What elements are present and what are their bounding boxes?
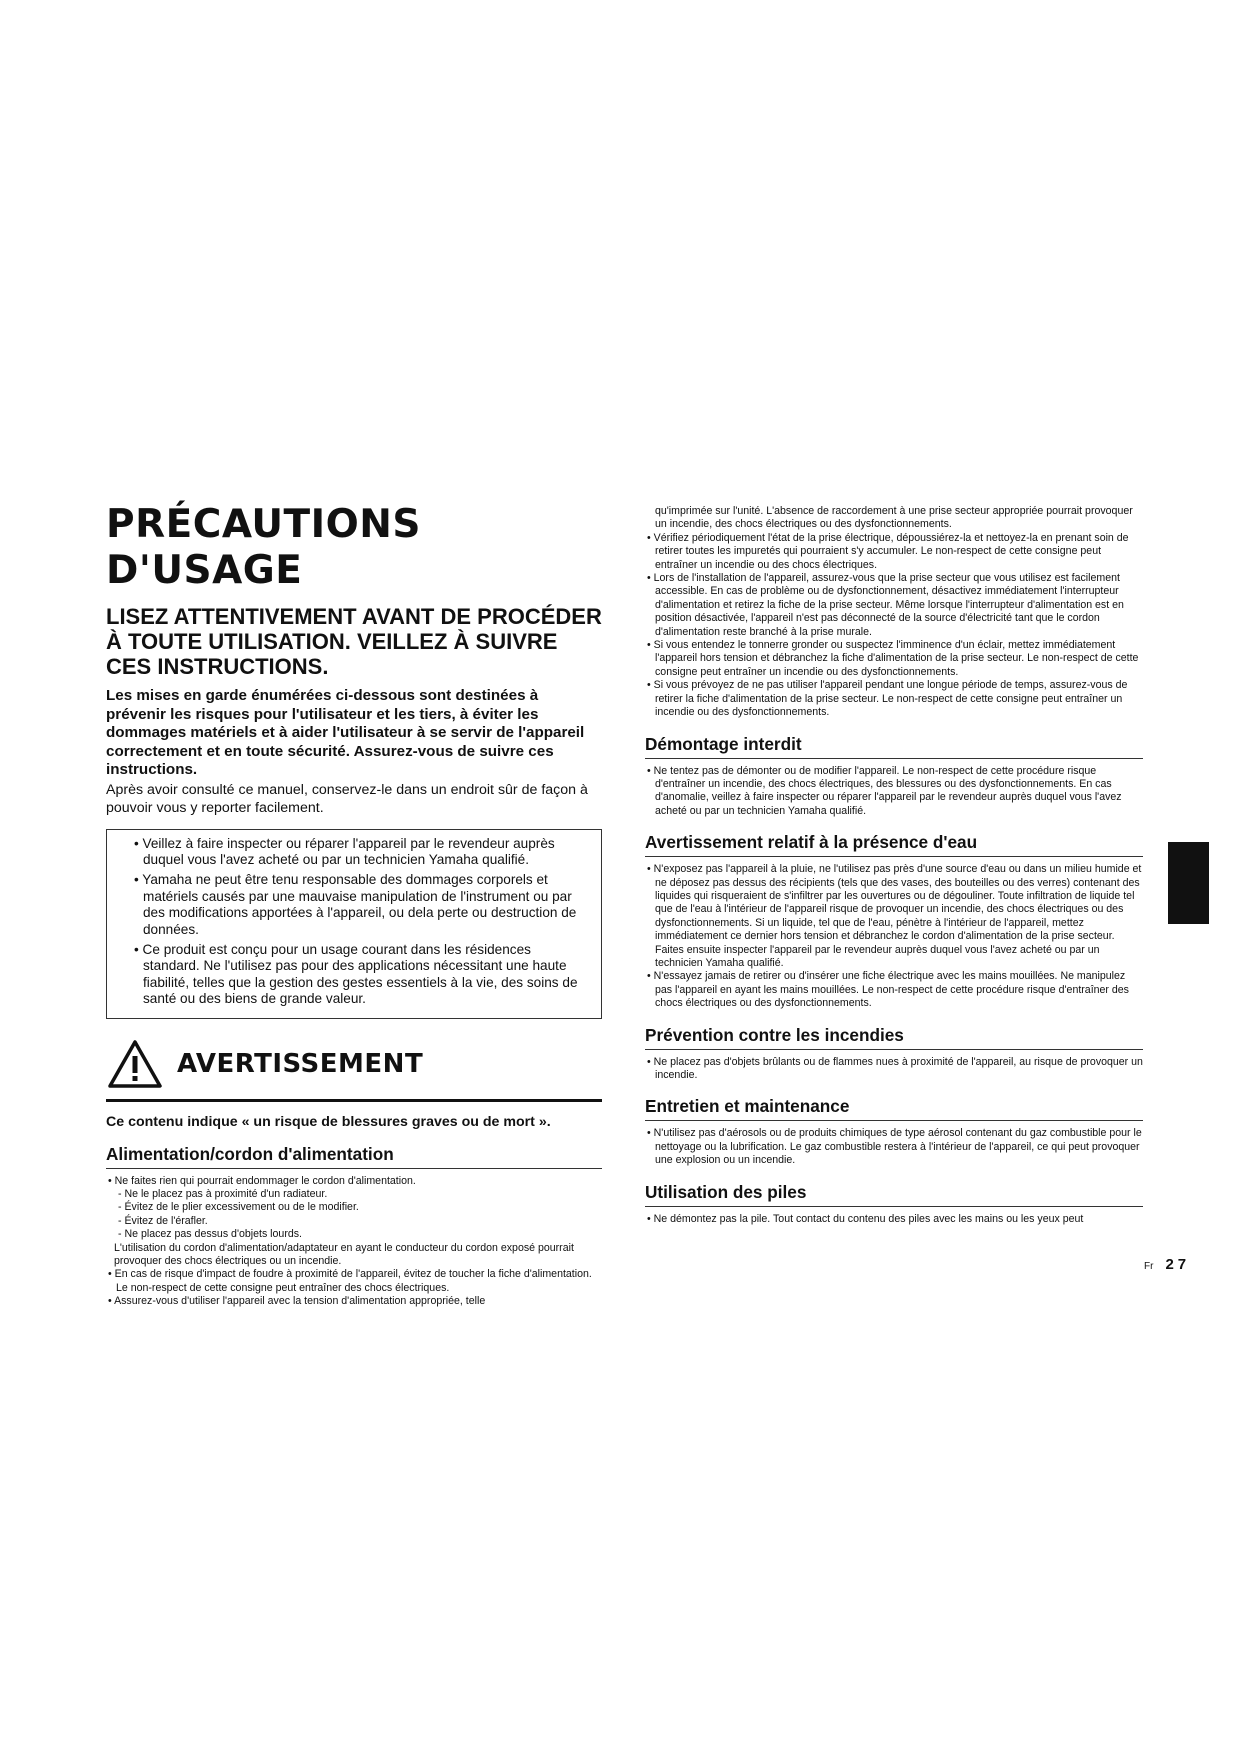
section-list: [106, 1175, 602, 1309]
page-title: PRÉCAUTIONS D'USAGE: [106, 502, 422, 593]
page-footer: [1144, 1256, 1190, 1273]
section-list: [645, 1056, 1143, 1083]
intro-bold-paragraph: Les mises en garde énumérées ci-dessous sont destinées à prévenir les risques pour l'utilisateur et les tiers, à éviter les dommages matériels et à aider l'utilisateur à se servir de l'appareil correctement et en toute sécurité. Assurez-vous de suivre ces instructions.: [106, 687, 585, 778]
side-tab-marker: [1168, 842, 1209, 924]
list-item: L'utilisation du cordon d'alimentation/adaptateur en ayant le conducteur du cordon exposé pourrait provoquer des chocs électriques ou un incendie.: [114, 1241, 574, 1267]
list-item: - Évitez de l'érafler.: [118, 1214, 208, 1227]
warning-title: AVERTISSEMENT: [177, 1048, 424, 1079]
section-heading: Entretien et maintenance: [645, 1096, 1143, 1121]
right-column: [645, 505, 1143, 1226]
list-item: • Si vous prévoyez de ne pas utiliser l'appareil pendant une longue période de temps, assurez-vous de retirer la fiche d'alimentation de la prise secteur. Le non-respect de cette consigne peut entraîner un incendie ou des dysfonctionnements.: [647, 679, 1128, 719]
list-item: • N'essayez jamais de retirer ou d'insérer une fiche électrique avec les mains mouillées. Ne manipulez pas l'appareil en ayant les mains mouillées. Le non-respect de cette procédure risque d'entraîner des chocs électriques ou des dysfonctionnements.: [647, 970, 1129, 1010]
list-item: • Ne placez pas d'objets brûlants ou de flammes nues à proximité de l'appareil, au risque de provoquer un incendie.: [647, 1055, 1143, 1081]
left-column: [106, 502, 602, 1309]
intro-paragraph: Après avoir consulté ce manuel, conservez-le dans un endroit sûr de façon à pouvoir vous y reporter facilement.: [106, 781, 588, 816]
list-item: • Ne faites rien qui pourrait endommager le cordon d'alimentation.: [108, 1174, 416, 1187]
warning-triangle-icon: [107, 1039, 163, 1089]
list-item: • Vérifiez périodiquement l'état de la prise électrique, dépoussiérez-la et nettoyez-la en prenant soin de retirer toutes les impuretés qui pourraient s'y accumuler. Le non-respect de cette consigne peut entraîner un incendie ou des chocs électriques.: [647, 531, 1129, 571]
notice-item: • Ce produit est conçu pour un usage courant dans les résidences standard. Ne l'utilisez pas pour des applications nécessitant une haute fiabilité, telles que la gestion des gestes essentiels à la vie, des soins de santé ou des biens de grande valeur.: [134, 941, 578, 1007]
list-item: - Évitez de le plier excessivement ou de le modifier.: [118, 1201, 359, 1214]
section-list: [645, 863, 1143, 1010]
list-item: • Ne démontez pas la pile. Tout contact du contenu des piles avec les mains ou les yeux peut: [647, 1212, 1084, 1225]
page-language: Fr: [1144, 1261, 1154, 1272]
list-item: • Assurez-vous d'utiliser l'appareil avec la tension d'alimentation appropriée, telle: [108, 1295, 486, 1308]
list-item: • Si vous entendez le tonnerre gronder ou suspectez l'imminence d'un éclair, mettez immédiatement l'appareil hors tension et débranchez la fiche d'alimentation de la prise secteur. Le non-respect de cette consigne peut entraîner un incendie ou des dysfonctionnements.: [647, 639, 1139, 678]
section-heading: Prévention contre les incendies: [645, 1025, 1143, 1050]
list-item: • Ne tentez pas de démonter ou de modifier l'appareil. Le non-respect de cette procédure risque d'entraîner un incendie, des chocs électriques, des blessures ou des dysfonctionnements. En cas d'anomalie, veillez à faire inspecter ou réparer l'appareil par le revendeur auprès duquel vous l'avez acheté ou par un technicien Yamaha qualifié.: [647, 764, 1122, 817]
section-list: [645, 1213, 1143, 1226]
continuation-list: [645, 505, 1143, 720]
notice-item: • Veillez à faire inspecter ou réparer l'appareil par le revendeur auprès duquel vous l'avez acheté ou par un technicien Yamaha qualifié.: [134, 835, 555, 867]
page-number: 27: [1165, 1256, 1191, 1273]
section-list: [645, 1127, 1143, 1167]
section-list: [645, 765, 1143, 819]
list-item: - Ne le placez pas à proximité d'un radiateur.: [118, 1187, 328, 1200]
list-item: • N'exposez pas l'appareil à la pluie, ne l'utilisez pas près d'une source d'eau ou dans un milieu humide et ne déposez pas dessus des récipients (tels que des vases, des bouteilles ou des verres) contenant des liquides qui risqueraient de s'infiltrer par les ouvertures ou de dégouliner. Toute infiltration de liquide tel que de l'eau à l'intérieur de l'appareil risque de provoquer un incendie, des chocs électriques ou des dysfonctionnements. Si un liquide, tel que de l'eau, pénètre à l'intérieur de l'appareil, mettez immédiatement ce dernier hors tension et débranchez le cordon d'alimentation de la prise secteur. Faites ensuite inspecter l'appareil par le revendeur auprès duquel vous l'avez acheté ou par un technicien Yamaha qualifié.: [647, 863, 1142, 969]
list-item: • N'utilisez pas d'aérosols ou de produits chimiques de type aérosol contenant du gaz combustible pour le nettoyage ou la lubrification. Le gaz combustible restera à l'intérieur de l'appareil, ce qui peut provoquer une explosion ou un incendie.: [647, 1127, 1142, 1167]
notice-box: [106, 829, 602, 1019]
list-item: - Ne placez pas dessus d'objets lourds.: [118, 1228, 302, 1241]
page-subtitle: LISEZ ATTENTIVEMENT AVANT DE PROCÉDER À TOUTE UTILISATION. VEILLEZ À SUIVRE CES INSTRUCTIONS.: [106, 604, 602, 679]
list-item: • En cas de risque d'impact de foudre à proximité de l'appareil, évitez de toucher la fiche d'alimentation. Le non-respect de cette consigne peut entraîner des chocs électriques.: [108, 1268, 592, 1294]
section-heading: Alimentation/cordon d'alimentation: [106, 1144, 602, 1169]
notice-item: • Yamaha ne peut être tenu responsable des dommages corporels et matériels causés par une mauvaise manipulation de l'instrument ou par des modifications apportées à l'appareil, ou dela perte ou destruction de données.: [134, 872, 577, 937]
list-item: • Lors de l'installation de l'appareil, assurez-vous que la prise secteur que vous utilisez est facilement accessible. En cas de problème ou de dysfonctionnement, désactivez immédiatement l'interrupteur d'alimentation et retirez la fiche de la prise secteur. Même lorsque l'interrupteur d'alimentation est en position désactivée, l'appareil n'est pas déconnecté de la source d'électricité tant que le cordon d'alimentation reste branché à la prise murale.: [647, 572, 1124, 638]
list-item: qu'imprimée sur l'unité. L'absence de raccordement à une prise secteur appropriée pourrait provoquer un incendie, des chocs électriques ou des dysfonctionnements.: [655, 505, 1133, 531]
section-heading: Avertissement relatif à la présence d'eau: [645, 832, 1143, 857]
warning-description: Ce contenu indique « un risque de blessures graves ou de mort ».: [106, 1113, 551, 1130]
warning-header: [106, 1039, 602, 1102]
section-heading: Démontage interdit: [645, 734, 1143, 759]
section-heading: Utilisation des piles: [645, 1182, 1143, 1207]
